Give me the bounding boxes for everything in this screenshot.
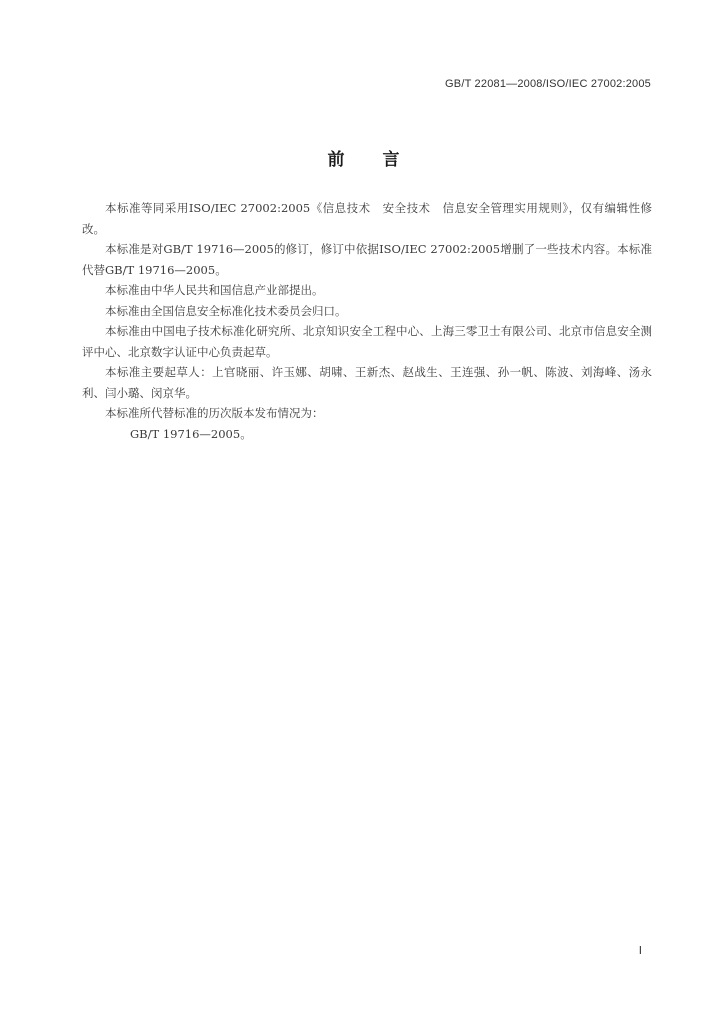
paragraph-history-intro: 本标准所代替标准的历次版本发布情况为：: [105, 406, 324, 420]
paragraph-drafters: 本标准主要起草人：上官晓丽、许玉娜、胡啸、王新杰、赵战生、王连强、孙一帆、陈波、刘海峰、汤永利、闫小璐、闵京华。: [82, 365, 652, 400]
paragraph-proposer: 本标准由中华人民共和国信息产业部提出。: [105, 283, 324, 297]
page-title: 前言: [327, 150, 438, 170]
standard-code-header: GB/T 22081—2008/ISO/IEC 27002:2005: [445, 78, 651, 90]
paragraph-adoption: 本标准等同采用ISO/IEC 27002:2005《信息技术 安全技术 信息安全管理实用规则》，仅有编辑性修改。: [82, 201, 652, 236]
paragraph-revision: 本标准是对GB/T 19716—2005的修订，修订中依据ISO/IEC 27002:2005增删了一些技术内容。本标准代替GB/T 19716—2005。: [82, 242, 652, 277]
paragraph-drafting-units: 本标准由中国电子技术标准化研究所、北京知识安全工程中心、上海三零卫士有限公司、北京市信息安全测评中心、北京数字认证中心负责起草。: [82, 324, 652, 359]
page-number: Ⅰ: [638, 945, 642, 957]
foreword-body: [82, 198, 652, 444]
paragraph-centralized: 本标准由全国信息安全标准化技术委员会归口。: [105, 303, 347, 318]
history-item: GB/T 19716—2005。: [130, 426, 252, 441]
